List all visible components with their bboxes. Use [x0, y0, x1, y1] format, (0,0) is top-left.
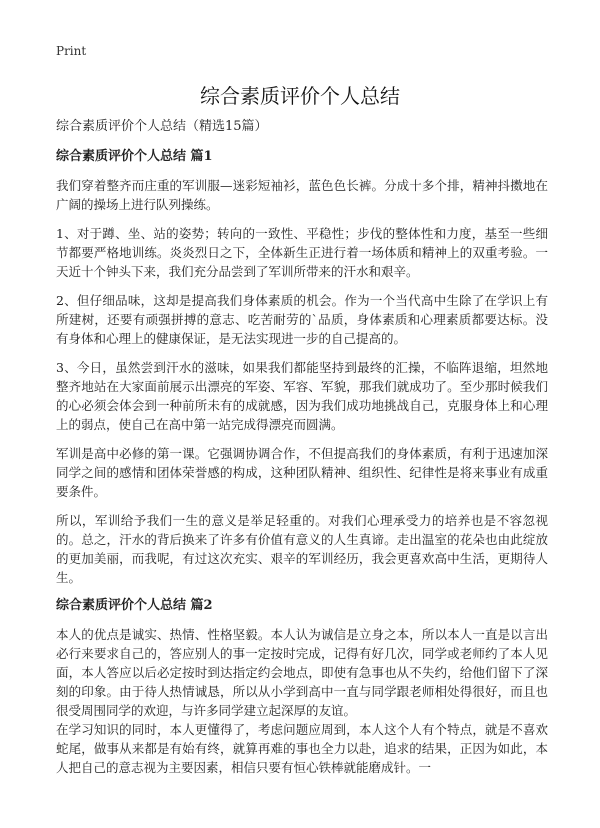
paragraph: 军训是高中必修的第一课。它强调协调合作，不但提高我们的身体素质，有利于迅速加深同学之间的感情和团体荣誉感的构成，这种团队精神、组织性、纪律性是将来事业有成重要条件。 [56, 446, 548, 499]
section-heading: 综合素质评价个人总结 篇2 [56, 598, 213, 613]
document-body [56, 118, 548, 777]
print-link[interactable]: Print [56, 44, 87, 58]
paragraph: 3、今日，虽然尝到汗水的滋味，如果我们都能坚持到最终的汇操，不临阵退缩，坦然地整齐地站在大家面前展示出漂亮的军姿、军容、军貌，那我们就成功了。至少那时候我们的心必须会体会到一种前所未有的成就感，因为我们成功地挑战自己，克服身体上和心理上的弱点，使自己在高中第一站完成得漂亮而圆满。 [56, 360, 548, 432]
paragraph: 1、对于蹲、坐、站的姿势；转向的一致性、平稳性；步伐的整体性和力度，基至一些细节都要严格地训练。炎炎烈日之下，全体新生正进行着一场体质和精神上的双重考验。一天近十个钟头下来，我们充分品尝到了军训所带来的汗水和艰辛。 [56, 226, 548, 279]
paragraph: 本人的优点是诚实、热情、性格坚毅。本人认为诚信是立身之本，所以本人一直是以言出必行来要求自己的，答应别人的事一定按时完成，记得有好几次，同学或老师约了本人见面，本人答应以后必定按时到达指定约会地点，即使有急事也从不失约，给他们留下了深刻的印象。由于待人热情诚恳，所以从小学到高中一直与同学跟老师相处得很好，而且也很受周围同学的欢迎，与许多同学建立起深厚的友谊。 [56, 627, 548, 718]
paragraph: 2、但仔细品味，这却是提高我们身体素质的机会。作为一个当代高中生除了在学识上有所建树，还要有顽强拼搏的意志、吃苦耐劳的`品质，身体素质和心理素质都要达标。没有身体和心理上的健康保证，是无法实现进一步的自己提高的。 [56, 293, 548, 346]
paragraph: 我们穿着整齐而庄重的军训服—迷彩短袖衫，蓝色色长裤。分成十多个排，精神抖擞地在广阔的操场上进行队列操练。 [56, 178, 548, 212]
document-subtitle: 综合素质评价个人总结（精选15篇） [56, 119, 268, 134]
paragraph: 所以，军训给予我们一生的意义是举足轻重的。对我们心理承受力的培养也是不容忽视的。总之，汗水的背后换来了许多有价值有意义的人生真谛。走出温室的花朵也由此绽放的更加美丽，而我呢，有过这次充实、艰辛的军训经历，我会更喜欢高中生活，更期待人生。 [56, 513, 548, 585]
section-heading: 综合素质评价个人总结 篇1 [56, 149, 213, 164]
paragraph: 在学习知识的同时，本人更懂得了，考虑问题应周到，本人这个人有个特点，就是不喜欢蛇尾，做事从来都是有始有终，就算再难的事也全力以赴，追求的结果，正因为如此，本人把自己的意志视为主要因素，相信只要有恒心铁棒就能磨成针。一 [56, 722, 548, 775]
page-title: 综合素质评价个人总结 [200, 84, 400, 108]
